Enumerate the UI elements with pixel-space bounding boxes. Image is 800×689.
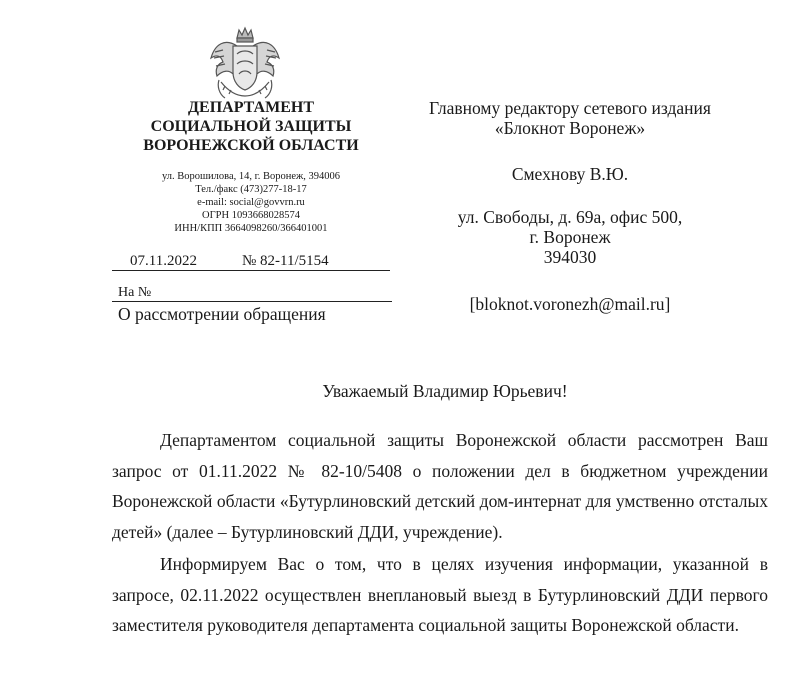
requisites-inn: ИНН/КПП 3664098260/366401001 [174,223,328,234]
addressee-position: Главному редактору сетевого издания [429,98,711,118]
department-name [112,98,390,155]
addressee-city: г. Воронеж [529,227,611,247]
department-requisites [112,170,390,235]
letter-subject: О рассмотрении обращения [118,304,326,324]
addressee-postcode: 394030 [543,247,597,267]
registration-line [112,252,390,271]
requisites-phone: Тел./факс (473)277-18-17 [195,184,307,195]
body-paragraph: Информируем Вас о том, что в целях изучения информации, указанной в запросе, 02.11.2022 осуществлен внеплановый выезд в Бутурлиновский ДДИ первого заместителя руководителя департамента социальной защиты Воронежской области. [112,554,768,635]
addressee-name: Смехнову В.Ю. [511,164,629,184]
addressee-street: ул. Свободы, д. 69а, офис 500, [457,207,683,227]
body-paragraph: Департаментом социальной защиты Воронежской области рассмотрен Ваш запрос от 01.11.2022 № 82-10/5408 о положении дел в бюджетном учреждении Воронежской области «Бутурлиновский детский дом-интернат для умственно отсталых детей» (далее – Бутурлиновский ДДИ, учреждение). [112,430,768,542]
reply-to-label: На № [118,285,152,300]
addressee-publication: «Блокнот Воронеж» [494,118,646,138]
department-name-line: СОЦИАЛЬНОЙ ЗАЩИТЫ [150,118,352,135]
requisites-address: ул. Ворошилова, 14, г. Воронеж, 394006 [161,171,341,182]
letter-body [112,425,768,641]
addressee-email: [bloknot.voronezh@mail.ru] [469,294,671,314]
reply-to-line [112,284,392,302]
salutation: Уважаемый Владимир Юрьевич! [322,381,568,401]
letter-number: № 82-11/5154 [242,253,329,269]
department-name-line: ВОРОНЕЖСКОЙ ОБЛАСТИ [143,137,359,154]
coat-of-arms-icon [207,24,283,102]
requisites-email: e-mail: social@govvrn.ru [197,197,305,208]
department-name-line: ДЕПАРТАМЕНТ [188,99,314,116]
requisites-ogrn: ОГРН 1093668028574 [202,210,300,221]
letter-date: 07.11.2022 [130,253,197,269]
